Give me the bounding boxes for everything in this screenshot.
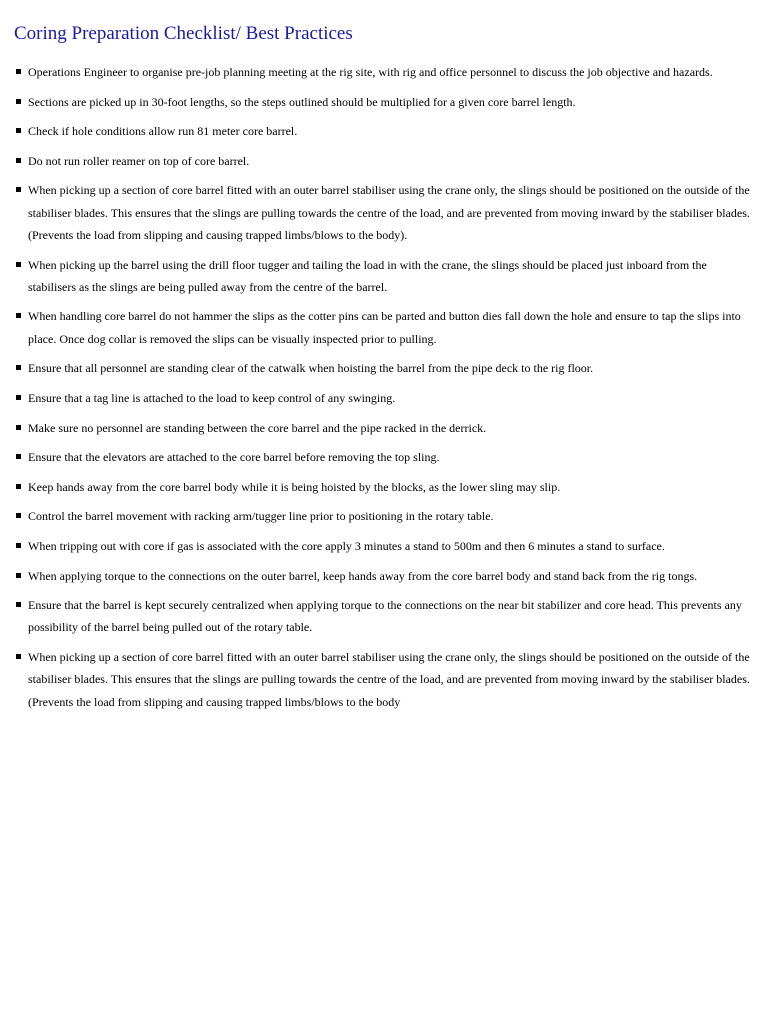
list-item — [0, 254, 768, 299]
list-item — [0, 535, 768, 557]
square-bullet-icon — [16, 262, 21, 267]
list-item-text: Ensure that the barrel is kept securely centralized when applying torque to the connections on the near bit stabilizer and core head. This prevents any possibility of the barrel being pulled out of the rotary table. — [28, 598, 742, 635]
square-bullet-icon — [16, 158, 21, 163]
square-bullet-icon — [16, 313, 21, 318]
square-bullet-icon — [16, 484, 21, 489]
square-bullet-icon — [16, 654, 21, 659]
square-bullet-icon — [16, 513, 21, 518]
list-item — [0, 150, 768, 172]
square-bullet-icon — [16, 602, 21, 607]
list-item-text: Sections are picked up in 30-foot lengths, so the steps outlined should be multiplied for a given core barrel length. — [28, 94, 576, 109]
square-bullet-icon — [16, 454, 21, 459]
list-item-text: When picking up a section of core barrel fitted with an outer barrel stabiliser using the crane only, the slings should be positioned on the outside of the stabiliser blades. This ensures that the slings are pulling towards the centre of the load, and are prevented from moving inward by the stabiliser blades. (Prevents the load from slipping and causing trapped limbs/blows to the body). — [28, 183, 750, 242]
square-bullet-icon — [16, 573, 21, 578]
square-bullet-icon — [16, 425, 21, 430]
list-item — [0, 120, 768, 142]
square-bullet-icon — [16, 187, 21, 192]
square-bullet-icon — [16, 69, 21, 74]
list-item-text: When applying torque to the connections on the outer barrel, keep hands away from the core barrel body and stand back from the rig tongs. — [28, 568, 698, 583]
list-item-text: Operations Engineer to organise pre-job planning meeting at the rig site, with rig and office personnel to discuss the job objective and hazards. — [28, 65, 713, 79]
list-item — [0, 594, 768, 639]
square-bullet-icon — [16, 395, 21, 400]
square-bullet-icon — [16, 99, 21, 104]
square-bullet-icon — [16, 128, 21, 133]
list-item-text: When tripping out with core if gas is associated with the core apply 3 minutes a stand to 500m and then 6 minutes a stand to surface. — [28, 538, 665, 553]
list-item — [0, 476, 768, 498]
list-item — [0, 417, 768, 439]
list-item — [0, 446, 768, 468]
list-item-text: Check if hole conditions allow run 81 meter core barrel. — [28, 124, 298, 139]
square-bullet-icon — [16, 365, 21, 370]
list-item-text: Do not run roller reamer on top of core barrel. — [28, 153, 250, 168]
list-item — [0, 505, 768, 527]
list-item-text: When picking up a section of core barrel fitted with an outer barrel stabiliser using the crane only, the slings should be positioned on the outside of the stabiliser blades. This ensures that the slings are pulling towards the centre of the load, and are prevented from moving inward by the stabiliser blades. (Prevents the load from slipping and causing trapped limbs/blows to the body — [28, 649, 750, 709]
list-item — [0, 179, 768, 246]
checklist — [0, 61, 768, 720]
list-item — [0, 91, 768, 113]
list-item — [0, 565, 768, 587]
list-item-text: When picking up the barrel using the drill floor tugger and tailing the load in with the crane, the slings should be placed just inboard from the stabilisers as the slings are being pulled away from the centre of the barrel. — [28, 257, 707, 294]
list-item-text: Make sure no personnel are standing between the core barrel and the pipe racked in the derrick. — [28, 420, 487, 435]
list-item — [0, 61, 768, 83]
list-item — [0, 646, 768, 713]
list-item — [0, 357, 768, 379]
square-bullet-icon — [16, 543, 21, 548]
page-title: Coring Preparation Checklist/ Best Practices — [14, 23, 353, 44]
list-item — [0, 387, 768, 409]
list-item-text: When handling core barrel do not hammer the slips as the cotter pins can be parted and button dies fall down the hole and ensure to tap the slips into place. Once dog collar is removed the slips can be visually inspected prior to pulling. — [28, 309, 741, 346]
list-item-text: Ensure that a tag line is attached to the load to keep control of any swinging. — [28, 390, 396, 405]
list-item — [0, 305, 768, 350]
list-item-text: Keep hands away from the core barrel body while it is being hoisted by the blocks, as the lower sling may slip. — [28, 479, 561, 494]
list-item-text: Ensure that the elevators are attached to the core barrel before removing the top sling. — [28, 450, 440, 465]
list-item-text: Control the barrel movement with racking arm/tugger line prior to positioning in the rotary table. — [28, 509, 494, 524]
list-item-text: Ensure that all personnel are standing clear of the catwalk when hoisting the barrel from the pipe deck to the rig floor. — [28, 361, 594, 376]
